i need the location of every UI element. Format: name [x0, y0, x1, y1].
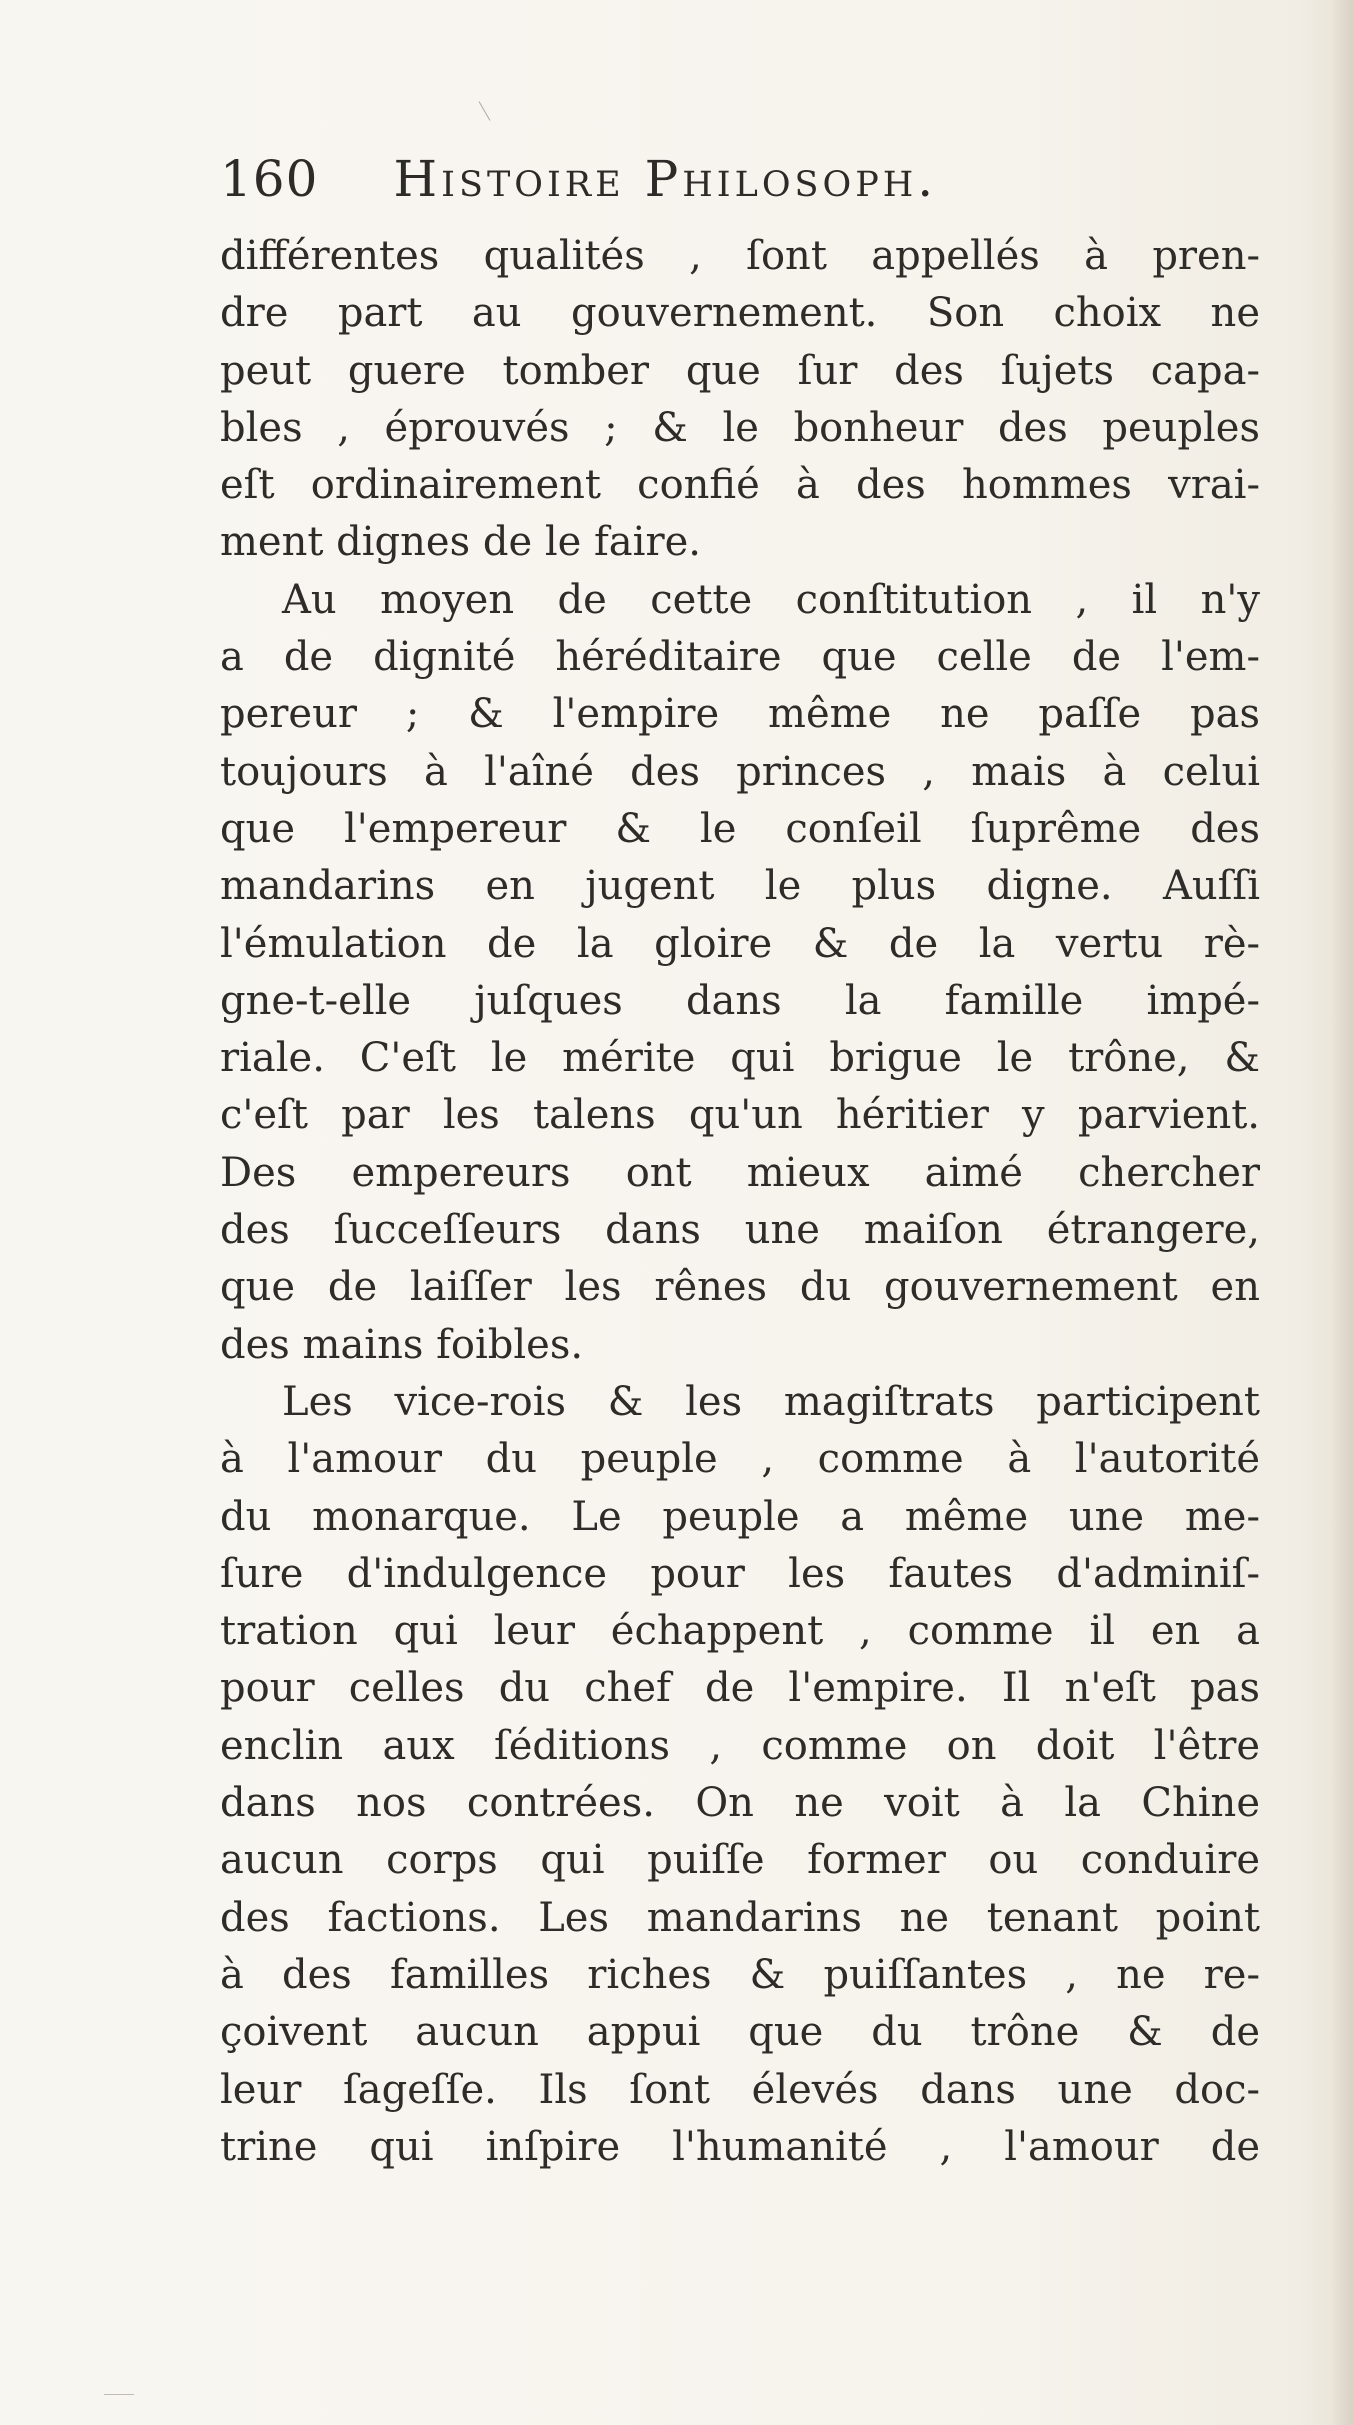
text-line: dans nos contrées. On ne voit à la Chine	[220, 1780, 1260, 1827]
text-line: à l'amour du peuple , comme à l'autorité	[220, 1436, 1260, 1483]
text-line: des mains foibles.	[220, 1321, 584, 1368]
text-line: que de laiſſer les rênes du gouvernement en	[220, 1264, 1260, 1311]
text-line: Des empereurs ont mieux aimé chercher	[220, 1149, 1260, 1196]
text-line: différentes qualités , ſont appellés à pren-	[220, 233, 1260, 279]
text-line: que l'empereur & le conſeil ſuprême des	[220, 805, 1260, 852]
page-number: 160	[220, 150, 319, 208]
text-line: trine qui inſpire l'humanité , l'amour de	[220, 2123, 1260, 2170]
running-head	[220, 150, 1280, 220]
text-line: Au moyen de cette conſtitution , il n'y	[282, 576, 1260, 623]
text-line: aucun corps qui puiſſe former ou conduire	[220, 1837, 1260, 1884]
text-line: enclin aux ſéditions , comme on doit l'être	[220, 1722, 1260, 1769]
paper-mark	[479, 101, 491, 121]
text-line: du monarque. Le peuple a même une me-	[220, 1493, 1260, 1540]
text-line: à des familles riches & puiſſantes , ne re-	[220, 1951, 1260, 1998]
text-line: l'émulation de la gloire & de la vertu rè-	[220, 920, 1260, 967]
body-text	[220, 228, 1260, 2176]
text-line: çoivent aucun appui que du trône & de	[220, 2009, 1260, 2056]
text-line: ſure d'indulgence pour les fautes d'adminiſ-	[220, 1550, 1260, 1597]
text-line: des factions. Les mandarins ne tenant point	[220, 1894, 1260, 1941]
text-line: bles , éprouvés ; & le bonheur des peuples	[220, 404, 1260, 451]
text-line: a de dignité héréditaire que celle de l'em-	[220, 634, 1260, 681]
text-line: mandarins en jugent le plus digne. Auſſi	[220, 863, 1260, 910]
text-line: pereur ; & l'empire même ne paſſe pas	[220, 691, 1260, 738]
text-line: riale. C'eſt le mérite qui brigue le trône, &	[220, 1035, 1260, 1082]
text-line: eſt ordinairement confié à des hommes vrai-	[220, 462, 1260, 509]
text-line: tration qui leur échappent , comme il en a	[220, 1608, 1260, 1655]
text-line: toujours à l'aîné des princes , mais à celui	[220, 748, 1260, 795]
text-line: leur ſageſſe. Ils ſont élevés dans une doc-	[220, 2066, 1260, 2113]
paper-mark	[104, 2394, 134, 2395]
text-line: Les vice-rois & les magiſtrats participent	[282, 1378, 1260, 1425]
text-line: gne-t-elle juſques dans la famille impé-	[220, 977, 1260, 1024]
text-line: dre part au gouvernement. Son choix ne	[220, 290, 1260, 337]
text-line: ment dignes de le faire.	[220, 519, 701, 566]
text-line: pour celles du chef de l'empire. Il n'eſt pas	[220, 1665, 1260, 1712]
text-line: des ſucceſſeurs dans une maiſon étrangere,	[220, 1207, 1260, 1254]
page-gutter-shadow	[1331, 0, 1353, 2425]
text-line: peut guere tomber que ſur des ſujets capa-	[220, 347, 1260, 394]
running-title: Histoire Philosoph.	[393, 150, 938, 208]
text-line: c'eſt par les talens qu'un héritier y parvient.	[220, 1092, 1260, 1139]
